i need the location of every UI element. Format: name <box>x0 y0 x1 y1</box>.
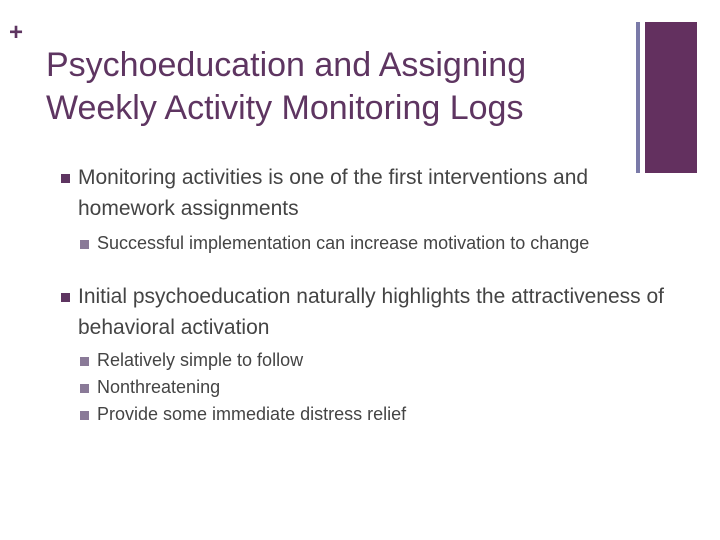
square-bullet-icon <box>80 240 89 249</box>
accent-thin-bar <box>636 22 640 173</box>
slide-title: Psychoeducation and Assigning Weekly Activity Monitoring Logs <box>46 46 527 127</box>
bullet-text: Monitoring activities is one of the first interventions and homework assignments <box>78 166 589 220</box>
sub-bullet-distress-relief <box>60 401 680 428</box>
sub-bullet-text: Relatively simple to follow <box>97 350 304 370</box>
sub-bullet-text: Successful implementation can increase motivation to change <box>97 233 590 253</box>
accent-block <box>645 22 697 173</box>
sub-bullet-successful-implementation <box>60 230 680 257</box>
bullet-initial-psychoeducation <box>60 281 680 343</box>
square-bullet-icon <box>61 293 70 302</box>
sub-bullet-relatively-simple <box>60 347 680 374</box>
square-bullet-icon <box>61 174 70 183</box>
plus-icon: + <box>9 19 24 46</box>
bullet-monitoring-activities <box>60 162 680 224</box>
sub-bullet-nonthreatening <box>60 374 680 401</box>
bullet-text: Initial psychoeducation naturally highlights the attractiveness of behavioral activation <box>78 285 665 339</box>
square-bullet-icon <box>80 384 89 393</box>
sub-bullet-text: Provide some immediate distress relief <box>97 404 407 424</box>
square-bullet-icon <box>80 411 89 420</box>
sub-bullet-text: Nonthreatening <box>97 377 221 397</box>
slide-content <box>60 162 680 428</box>
square-bullet-icon <box>80 357 89 366</box>
